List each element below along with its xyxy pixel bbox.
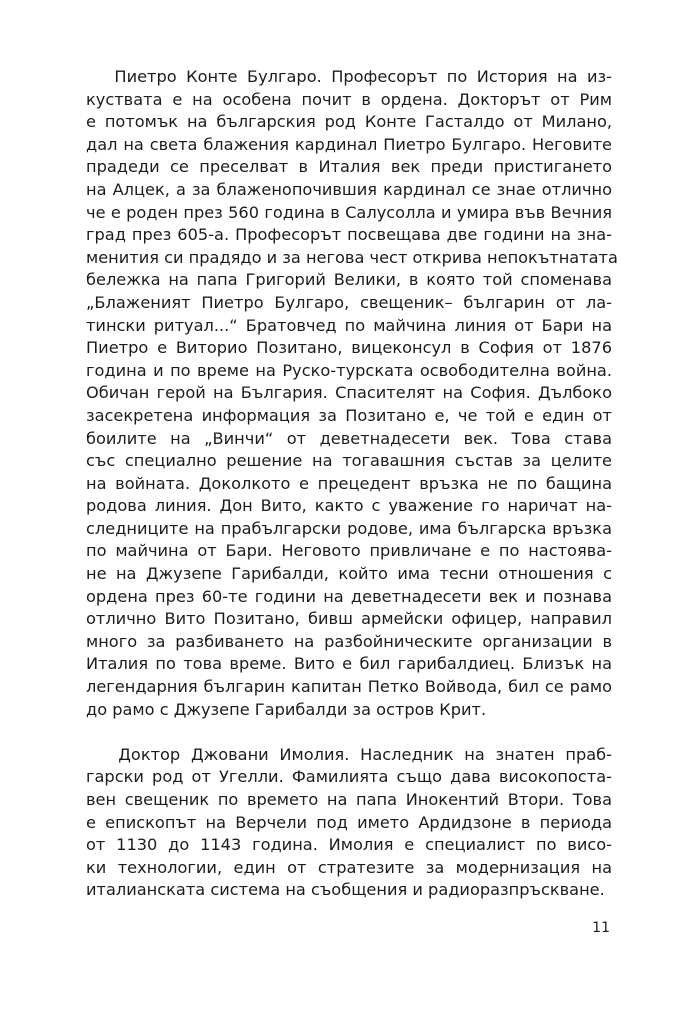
text-line: че е роден през 560 година в Салусолла и умира във Вечния	[86, 202, 612, 222]
text-line: Обичан герой на България. Спасителят на София. Дълбоко	[86, 383, 612, 403]
text-line: куствата е на особена почит в ордена. Докторът от Рим	[86, 89, 612, 109]
text-line: италианската система на съобщения и радиоразпръскване.	[86, 880, 605, 900]
text-line: е епископът на Верчели под името Ардидзоне в периода	[86, 812, 612, 832]
text-line: легендарния българин капитан Петко Войвода, бил се рамо	[86, 677, 612, 697]
text-line: дал на света блажения кардинал Пиетро Булгаро. Неговите	[86, 134, 612, 154]
text-line: Италия по това време. Вито е бил гарибалдиец. Близък на	[86, 654, 612, 674]
text-line: е потомък на българския род Конте Гасталдо от Милано,	[86, 112, 612, 132]
text-line: тински ритуал...“ Братовчед по майчина линия от Бари на	[86, 315, 612, 335]
text-line: година и по време на Руско-турската освободителна война.	[86, 360, 612, 380]
text-line: не на Джузепе Гарибалди, който има тесни отношения с	[86, 564, 612, 584]
text-line: ордена през 60-те години на деветнадесети век и познава	[86, 586, 612, 606]
text-line: ки технологии, един от стратезите за модернизация на	[86, 857, 612, 877]
text-line: до рамо с Джузепе Гарибалди за остров Крит.	[86, 699, 487, 719]
text-line: прадеди се преселват в Италия век преди пристигането	[86, 157, 612, 177]
text-line: Пиетро Конте Булгаро. Професорът по История на из-	[86, 67, 612, 86]
paragraph-1	[86, 66, 618, 721]
text-line: много за разбиването на разбойническите организации в	[86, 631, 612, 651]
text-line: менития си прадядо и за негова чест открива непокътнатата	[86, 247, 618, 267]
text-line: със специално решение на тогавашния състав за целите	[86, 451, 612, 471]
text-line: вен свещеник по времето на папа Инокентий Втори. Това	[86, 790, 612, 809]
text-line: „Блаженият Пиетро Булгаро, свещеник– българин от ла-	[86, 292, 612, 312]
text-line: Пиетро е Виторио Позитано, вицеконсул в София от 1876	[86, 338, 612, 358]
text-line: град през 605-а. Професорът посвещава две години на зна-	[86, 225, 612, 245]
text-line: гарски род от Угелли. Фамилията също дава високопоста-	[86, 767, 612, 787]
text-line: засекретена информация за Позитано е, че той е един от	[86, 405, 612, 425]
text-line: Доктор Джовани Имолия. Наследник на знатен праб-	[86, 744, 612, 764]
text-line: по майчина от Бари. Неговото привличане е по настоява-	[86, 541, 612, 561]
text-line: боилите на „Винчи“ от деветнадесети век. Това става	[86, 428, 612, 448]
text-line: от 1130 до 1143 година. Имолия е специалист по висо-	[86, 835, 612, 855]
text-line: на войната. Доколкото е прецедент връзка не по бащина	[86, 473, 612, 493]
text-line: следниците на прабългарски родове, има българска връзка	[86, 518, 612, 538]
page-body-text	[86, 66, 618, 902]
text-line: родова линия. Дон Вито, както с уважение го наричат на-	[86, 496, 612, 516]
paragraph-2	[86, 744, 612, 902]
page-number: 11	[592, 920, 610, 936]
text-line: на Алцек, а за блаженопочившия кардинал се знае отлично	[86, 179, 612, 199]
text-line: отлично Вито Позитано, бивш армейски офицер, направил	[86, 609, 612, 629]
text-line: бележка на папа Григорий Велики, в която той споменава	[86, 270, 612, 290]
